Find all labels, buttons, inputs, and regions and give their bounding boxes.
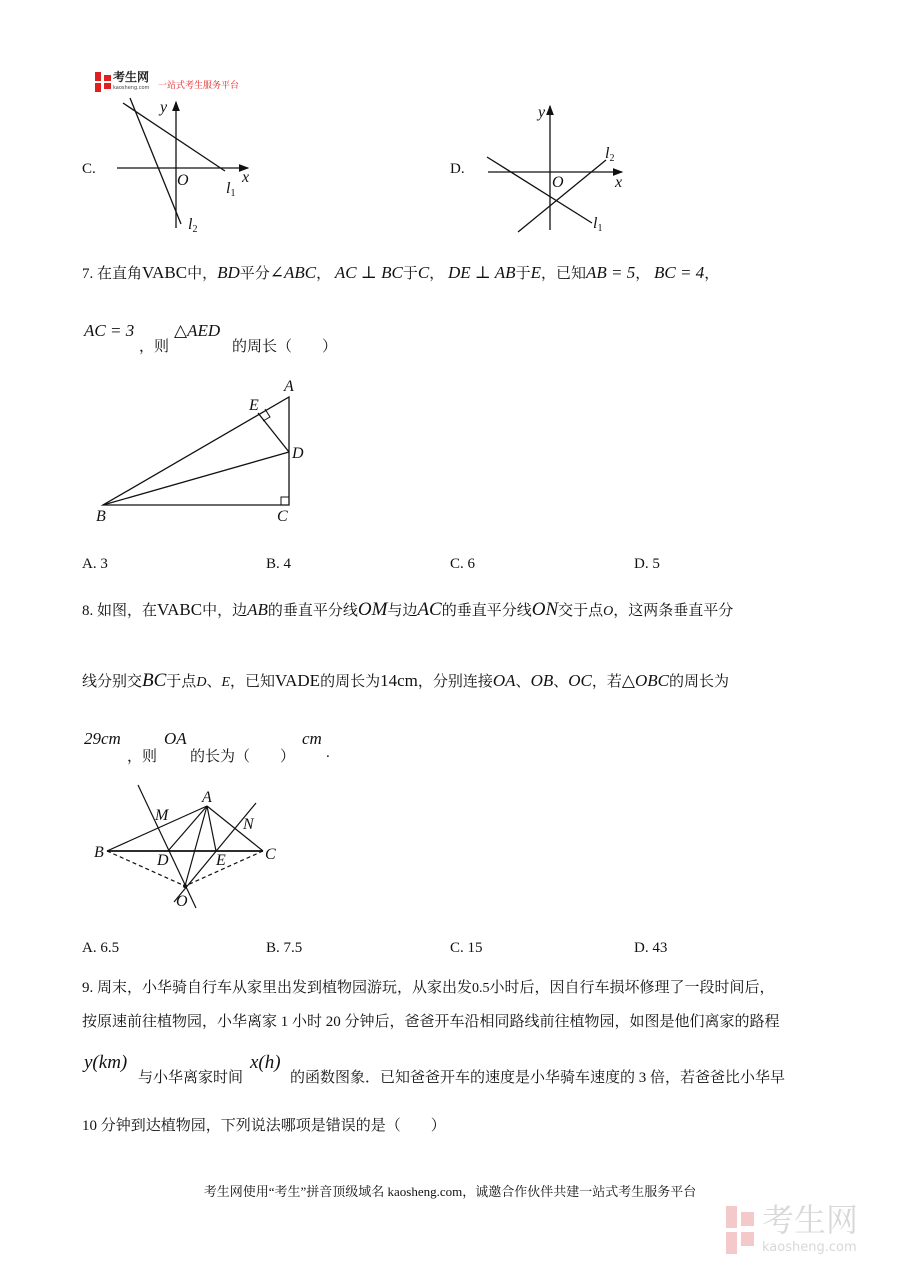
text-fragment: BC = 4 [654, 263, 705, 282]
q9-line3-a: 与小华离家时间 [138, 1070, 244, 1086]
q9-y-km: y(km) [84, 1052, 128, 1073]
q8-then: ，则 [127, 749, 158, 765]
text-fragment: VADE [275, 671, 321, 690]
text-fragment: 、 [553, 674, 569, 690]
text-fragment: ，已知 [230, 674, 276, 690]
q8-option-b[interactable]: B. 7.5 [266, 940, 303, 956]
text-fragment: ，分别连接 [417, 674, 493, 690]
axis-y-label: y [538, 104, 546, 121]
text-fragment: OM [357, 599, 388, 620]
text-fragment: D [196, 675, 207, 690]
footer-text: 考生网使用“考生”拼音顶级域名 kaosheng.com，诚邀合作伙伴共建一站式考生服务平台 [203, 1184, 697, 1199]
q8-option-c[interactable]: C. 15 [450, 940, 483, 956]
watermark-domain: kaosheng.com [762, 1240, 857, 1255]
axis-x-label: x [242, 169, 250, 186]
segment-ob [107, 851, 185, 886]
origin-label: O [177, 172, 189, 189]
header-slogan: 一站式考生服务平台 [158, 81, 240, 91]
text-fragment: OB [530, 671, 554, 690]
text-fragment: ， [316, 266, 332, 282]
label-c: C [277, 508, 288, 525]
q9-x-h: x(h) [250, 1052, 281, 1073]
label-m: M [155, 807, 169, 824]
text-fragment: 、 [206, 674, 222, 690]
text-fragment: 中， [187, 266, 218, 282]
text-fragment: ，这两条垂直平分 [613, 603, 734, 619]
text-fragment: 的周长为 [668, 674, 729, 690]
text-fragment: 8. 如图，在 [82, 603, 158, 619]
text-fragment: 于点 [166, 674, 197, 690]
option-d-label: D. [450, 161, 465, 177]
text-fragment: 的垂直平分线 [267, 603, 358, 619]
text-fragment: 7. 在直角 [82, 266, 143, 282]
label-a: A [202, 789, 212, 806]
text-fragment: ， [635, 266, 651, 282]
q9-line2: 按原速前往植物园，小华离家 1 小时 20 分钟后，爸爸开车沿相同路线前往植物园，如图是他们离家的路程 [82, 1014, 780, 1030]
text-fragment: 的周长为 [320, 674, 381, 690]
text-fragment: 9. 周末，小华骑自行车从家里出发到植物园游玩，从家出发 [82, 980, 473, 996]
label-d: D [292, 445, 304, 462]
origin-label: O [552, 174, 564, 191]
label-d: D [157, 852, 169, 869]
text-fragment: 线分别交 [82, 674, 143, 690]
text-fragment: l [593, 215, 598, 232]
q8-oa: OA [164, 729, 187, 748]
text-fragment: 、 [515, 674, 531, 690]
watermark-icon [726, 1206, 754, 1256]
q7-option-c[interactable]: C. 6 [450, 556, 476, 572]
text-fragment: E [530, 263, 541, 282]
q8-length: 的长为（ ） [190, 749, 296, 765]
q8-option-a[interactable]: A. 6.5 [82, 940, 120, 956]
logo-text: 考生网 [113, 70, 150, 84]
text-fragment: AB [247, 600, 268, 619]
text-fragment: 2 [609, 153, 615, 164]
text-fragment: VABC [157, 600, 203, 619]
q7-perimeter: 的周长（ ） [232, 339, 338, 355]
q7-option-a[interactable]: A. 3 [82, 556, 108, 572]
text-fragment: 于 [402, 266, 418, 282]
text-fragment: 于 [515, 266, 531, 282]
q7-then: ，则 [139, 339, 170, 355]
text-fragment: l [188, 216, 193, 233]
text-fragment: AB = 5 [586, 263, 636, 282]
text-fragment: 1 [230, 188, 236, 199]
text-fragment: ON [531, 599, 559, 620]
text-fragment: 与边 [387, 603, 418, 619]
text-fragment: VABC [142, 263, 188, 282]
label-n: N [243, 816, 254, 833]
label-e: E [216, 852, 226, 869]
text-fragment: 1 [597, 223, 603, 234]
q9-line4: 10 分钟到达植物园，下列说法哪项是错误的是（ ） [82, 1118, 446, 1134]
text-fragment: 平分 [239, 266, 270, 282]
text-fragment: l [226, 180, 231, 197]
option-c-label: C. [82, 161, 96, 177]
text-fragment: 小时后，因自行车损坏修理了一段时间后， [489, 980, 775, 996]
watermark-logo [726, 1201, 886, 1259]
text-fragment: 14cm [380, 671, 418, 690]
text-fragment: 中，边 [202, 603, 248, 619]
text-fragment: DE ⊥ AB [447, 263, 516, 282]
q9-line1 [82, 976, 775, 997]
label-o: O [176, 893, 188, 910]
q8-period: . [326, 745, 330, 761]
logo-domain: kaosheng.com [113, 85, 150, 91]
axis-x-label: x [615, 174, 623, 191]
q8-option-d[interactable]: D. 43 [634, 940, 668, 956]
q7-triangle: △AED [174, 321, 221, 340]
label-e: E [249, 397, 259, 414]
text-fragment: C [417, 263, 430, 282]
q7-ac: AC = 3 [84, 321, 135, 340]
q7-option-d[interactable]: D. 5 [634, 556, 660, 572]
text-fragment: ，若 [591, 674, 622, 690]
q8-29cm: 29cm [84, 729, 121, 748]
text-fragment: l [605, 145, 610, 162]
text-fragment: 0.5 [472, 981, 490, 996]
text-fragment: 2 [192, 224, 198, 235]
q8-cm: cm [302, 729, 322, 748]
text-fragment: △OBC [621, 671, 669, 690]
q9-line3-b: 的函数图象．已知爸爸开车的速度是小华骑车速度的 3 倍，若爸爸比小华早 [290, 1070, 786, 1086]
text-fragment: ∠ABC [269, 263, 317, 282]
text-fragment: OC [568, 671, 592, 690]
text-fragment: AC [417, 599, 442, 620]
text-fragment: OA [492, 671, 516, 690]
label-a: A [284, 378, 294, 395]
text-fragment: ，已知 [540, 266, 586, 282]
text-fragment: 交于点 [558, 603, 604, 619]
text-fragment: BC [142, 670, 167, 691]
watermark-text: 考生网 [762, 1201, 859, 1239]
text-fragment: ， [429, 266, 445, 282]
text-fragment: BD [217, 263, 240, 282]
label-b: B [94, 844, 104, 861]
q7-option-b[interactable]: B. 4 [266, 556, 292, 572]
label-c: C [265, 846, 276, 863]
text-fragment: AC ⊥ BC [334, 263, 403, 282]
text-fragment: E [221, 675, 231, 690]
line-om [138, 785, 196, 908]
label-b: B [96, 508, 106, 525]
text-fragment: ， [704, 266, 720, 282]
text-fragment: 的垂直平分线 [441, 603, 532, 619]
text-fragment: O [603, 604, 614, 619]
axis-y-label: y [160, 99, 168, 116]
